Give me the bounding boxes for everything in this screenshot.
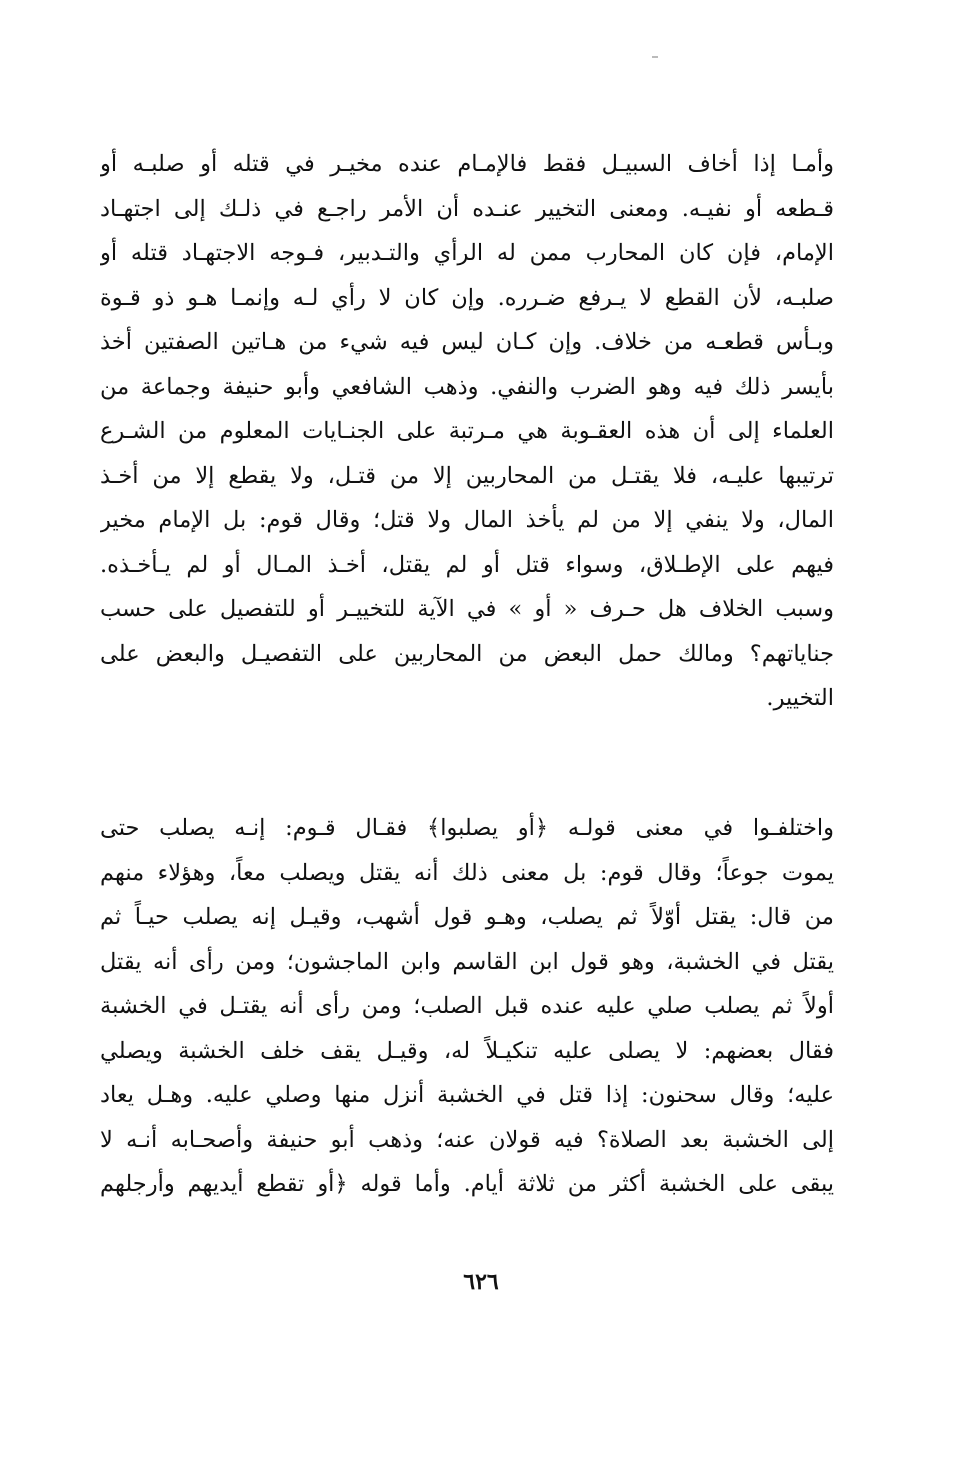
text-line: جناياتهم؟ ومالك حمل البعض من المحاربين على التفصيـل والبعض على	[100, 640, 834, 667]
text-line: بأيسر ذلك فيه وهو الضرب والنفي. وذهب الشافعي وأبو حنيفة وجماعة من	[100, 373, 834, 400]
text-line: ترتيبها عليـه، فلا يقتـل من المحاربين إلا من قتـل، ولا يقطع إلا من أخـذ	[100, 462, 834, 489]
text-line: من قال: يقتل أوّلاً ثم يصلب، وهـو قول أشهب، وقيـل إنه يصلب حيـاً ثم	[100, 904, 834, 930]
text-line: إلى الخشبة بعد الصلاة؟ فيه قولان عنه؛ وذهب أبو حنيفة وأصحـابه أنـه لا	[100, 1126, 834, 1153]
text-line: المال، ولا ينفي إلا من لم يأخذ المال ولا قتل؛ وقال قوم: بل الإمام مخير	[100, 507, 834, 533]
text-line: وأمـا إذا أخاف السبيـل فقط فالإمـام عنده مخيـر في قتله أو صلبـه أو	[100, 151, 834, 177]
text-line: فيهم على الإطـلاق، وسواء قتل أو لم يقتل، أخـذ المـال أو لم يـأخـذه.	[100, 551, 834, 578]
paragraph-2	[100, 806, 834, 1207]
text-line: العلماء إلى أن هذه العقـوبة هي مـرتبة على الجنـايات المعلوم من الشـرع	[100, 418, 834, 444]
text-line: أولاً ثم يصلب صلي عليه عنده قبل الصلب؛ ومن رأى أنه يقتـل في الخشبة	[100, 993, 834, 1019]
text-line: يبقى على الخشبة أكثر من ثلاثة أيام. وأما قوله ﴿أو تقطع أيديهم وأرجلهم	[100, 1171, 834, 1197]
text-line: وسبب الخلاف هل حـرف « أو » في الآية للتخييـر أو للتفصيل على حسب	[100, 596, 834, 622]
text-line: صلبـه، لأن القطع لا يـرفع ضـرره. وإن كان لا رأي لـه وإنمـا هـو ذو قـوة	[100, 284, 834, 311]
text-line: عليه؛ وقال سحنون: إذا قتل في الخشبة أنزل منها وصلي عليه. وهـل يعاد	[100, 1082, 834, 1108]
text-line: الإمام، فإن كان المحارب ممن له الرأي والتـدبير، فـوجه الاجتهـاد قتله أو	[100, 240, 834, 266]
text-line: يقتل في الخشبة، وهو قول ابن القاسم وابن الماجشون؛ ومن رأى أنه يقتل	[100, 948, 834, 975]
text-line: واختلفـوا في معنى قولـه ﴿أو يصلبوا﴾ فقـال قـوم: إنـه يصلب حتى	[100, 815, 834, 841]
scan-artifact	[652, 56, 658, 58]
text-line: التخيير.	[766, 685, 834, 711]
text-line: فقال بعضهم: لا يصلى عليه تنكيـلاً له، وقيـل يقف خلف الخشبة ويصلي	[100, 1037, 834, 1064]
paragraph-1	[100, 142, 834, 721]
text-line: وبـأس قطعـه من خلاف. وإن كـان ليس فيه شيء من هـاتين الصفتين أخذ	[100, 329, 834, 355]
page-number: ٦٢٦	[463, 1269, 499, 1295]
text-line: يموت جوعاً؛ وقال قوم: بل معنى ذلك أنه يقتل ويصلب معاً، وهؤلاء منهم	[100, 859, 834, 886]
text-line: قـطعه أو نفيـه. ومعنى التخيير عنـده أن الأمر راجـع في ذلـك إلى اجتهـاد	[100, 195, 834, 222]
